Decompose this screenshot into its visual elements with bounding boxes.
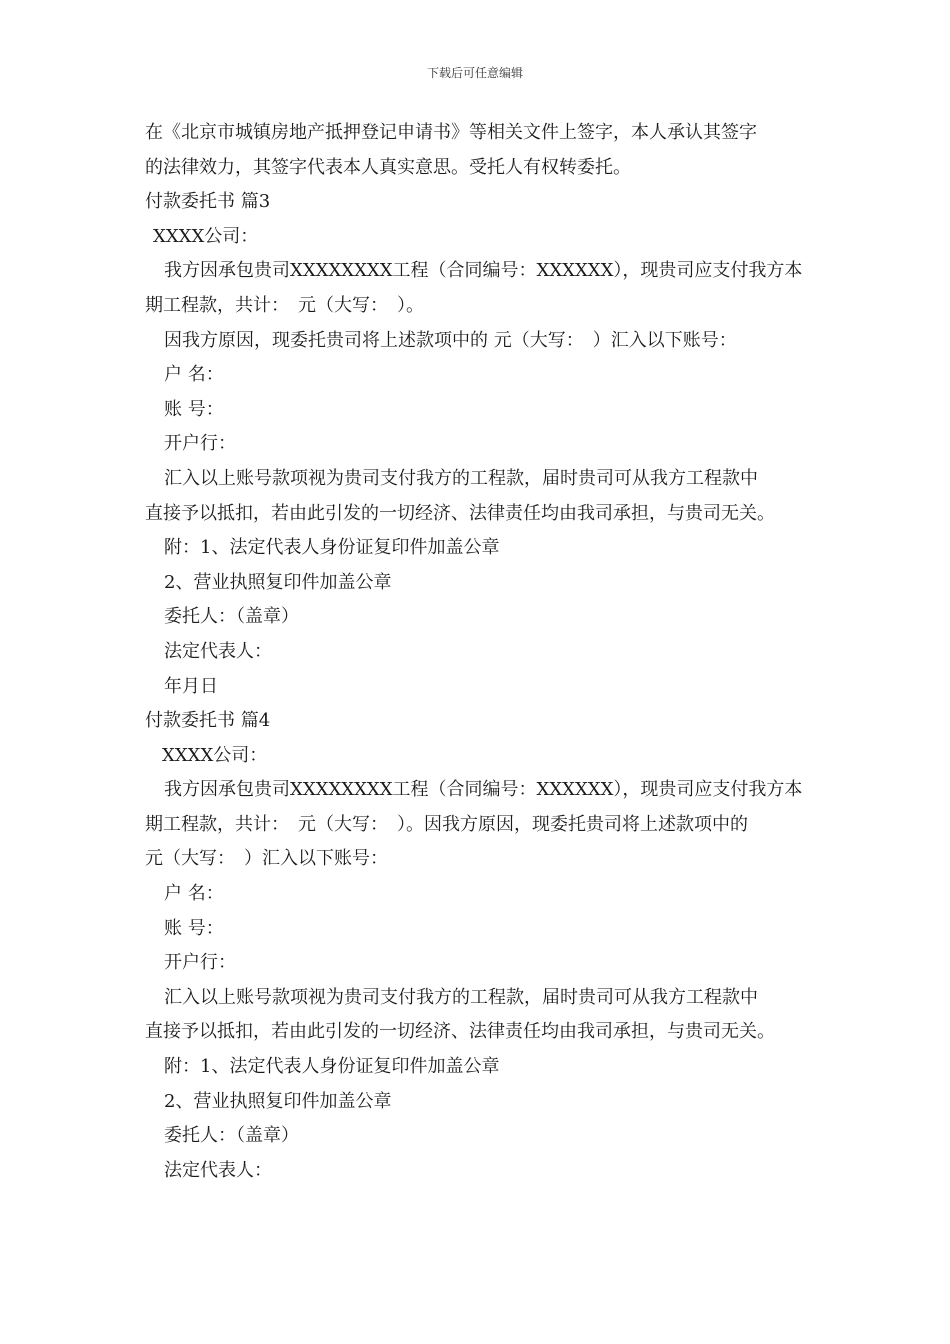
addressee: XXXX公司： [162,744,268,766]
paragraph-line: 直接予以抵扣，若由此引发的一切经济、法律责任均由我司承担，与贵司无关。 [145,1021,775,1043]
paragraph-line: 我方因承包贵司XXXXXXXX工程（合同编号：XXXXXX），现贵司应支付我方本 [164,779,803,801]
paragraph-line: 的法律效力，其签字代表本人真实意思。受托人有权转委托。 [145,156,631,178]
bank-field: 开户行： [164,952,236,974]
legal-representative-line: 法定代表人： [164,640,272,662]
attachment-line: 附：1、法定代表人身份证复印件加盖公章 [164,537,500,559]
principal-seal-line: 委托人：（盖章） [164,1125,299,1147]
paragraph-line: 直接予以抵扣，若由此引发的一切经济、法律责任均由我司承担，与贵司无关。 [145,502,775,524]
paragraph-line: 在《北京市城镇房地产抵押登记申请书》等相关文件上签字，本人承认其签字 [145,122,757,143]
account-name-field: 户 名： [164,364,224,386]
account-name-field: 户 名： [164,883,224,905]
paragraph-line: 期工程款，共计： 元（大写： ）。 [145,294,424,316]
section-title-4: 付款委托书 篇4 [145,710,271,732]
paragraph-line: 元（大写： ）汇入以下账号： [145,848,388,870]
paragraph-line: 汇入以上账号款项视为贵司支付我方的工程款，届时贵司可从我方工程款中 [164,467,758,489]
account-number-field: 账 号： [164,917,224,939]
account-number-field: 账 号： [164,398,224,420]
attachment-line: 附：1、法定代表人身份证复印件加盖公章 [164,1056,500,1078]
paragraph-line: 因我方原因，现委托贵司将上述款项中的 元（大写： ）汇入以下账号： [164,329,737,351]
addressee: XXXX公司： [153,225,259,247]
paragraph-line: 汇入以上账号款项视为贵司支付我方的工程款，届时贵司可从我方工程款中 [164,986,758,1008]
paragraph-line: 期工程款，共计： 元（大写： ）。因我方原因，现委托贵司将上述款项中的 [145,813,748,835]
principal-seal-line: 委托人：（盖章） [164,606,299,628]
date-line: 年月日 [164,675,218,697]
attachment-line: 2、营业执照复印件加盖公章 [164,1090,392,1112]
section-title-3: 付款委托书 篇3 [145,191,271,213]
document-body [145,116,810,1188]
paragraph-line: 我方因承包贵司XXXXXXXX工程（合同编号：XXXXXX），现贵司应支付我方本 [164,260,803,282]
header-note: 下载后可任意编辑 [426,66,523,80]
legal-representative-line: 法定代表人： [164,1159,272,1181]
bank-field: 开户行： [164,433,236,455]
attachment-line: 2、营业执照复印件加盖公章 [164,571,392,593]
